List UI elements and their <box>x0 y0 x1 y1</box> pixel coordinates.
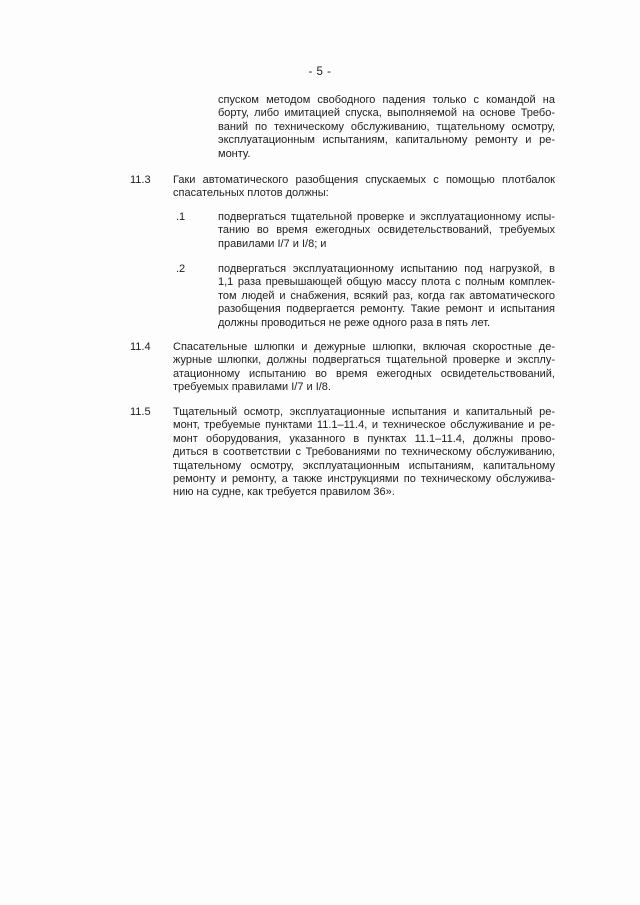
section-number: 11.4 <box>130 341 151 353</box>
text-line: ремонту и ремонту, а также инструкциями по техническому обслужива- <box>173 473 555 486</box>
text-line: подвергаться эксплуатационному испытанию под нагрузкой, в <box>218 263 555 275</box>
text-line: монту. <box>218 147 251 160</box>
text-line: эксплуатационным испытаниям, капитальному ремонту и ре- <box>218 134 555 147</box>
section-11-3-item-2 <box>218 263 555 330</box>
text-line: спасательных плотов должны: <box>173 187 329 200</box>
section-11-5-paragraph <box>173 406 555 500</box>
text-line: должны проводиться не реже одного раза в пять лет. <box>218 316 491 329</box>
page-number: - 5 - <box>308 66 332 78</box>
text-line: подвергаться тщательной проверке и эксплуатационному испы- <box>218 211 555 223</box>
continuation-paragraph <box>218 94 555 161</box>
text-line: Гаки автоматического разобщения спускаемых с помощью плотбалок <box>173 174 555 186</box>
text-line: тщательному осмотру, эксплуатационным испытаниям, капитальному <box>173 459 555 472</box>
text-line: танию во время ежегодных освидетельствований, требуемых <box>218 224 555 237</box>
section-11-3-item-1 <box>218 211 555 251</box>
text-line: Тщательный осмотр, эксплуатационные испытания и капитальный ре- <box>173 406 555 418</box>
text-line: том людей и снабжения, всякий раз, когда гак автоматического <box>218 289 555 302</box>
text-line: монт, требуемые пунктами 11.1–11.4, и техническое обслуживание и ре- <box>173 419 555 432</box>
text-line: журные шлюпки, должны подвергаться тщательной проверке и эксплу- <box>173 354 555 367</box>
text-line: ваний по техническому обслуживанию, тщательному осмотру, <box>218 120 555 133</box>
text-line: атационному испытанию во время ежегодных освидетельствований, <box>173 367 555 380</box>
text-line: монт оборудования, указанного в пунктах 11.1–11.4, должны прово- <box>173 432 555 445</box>
text-line: 1,1 раза превышающей общую массу плота с полным комплек- <box>218 276 555 289</box>
text-line: правилами I/7 и I/8; и <box>218 237 327 250</box>
text-line: Спасательные шлюпки и дежурные шлюпки, включая скоростные де- <box>173 341 555 353</box>
text-line: разобщения подвергается ремонту. Такие ремонт и испытания <box>218 303 555 316</box>
section-11-3-intro <box>173 174 555 201</box>
text-line: нию на судне, как требуется правилом 36». <box>173 486 395 499</box>
text-line: борту, либо имитацией спуска, выполняемой на основе Требо- <box>218 107 555 120</box>
item-number: .2 <box>176 263 186 275</box>
section-number: 11.5 <box>130 406 151 418</box>
section-number: 11.3 <box>130 174 151 186</box>
item-number: .1 <box>176 211 186 223</box>
text-line: диться в соответствии с Требованиями по техническому обслуживанию, <box>173 446 555 459</box>
section-11-4-paragraph <box>173 341 555 395</box>
text-line: требуемых правилами I/7 и I/8. <box>173 381 331 394</box>
text-line: спуском методом свободного падения только с командой на <box>218 94 555 106</box>
